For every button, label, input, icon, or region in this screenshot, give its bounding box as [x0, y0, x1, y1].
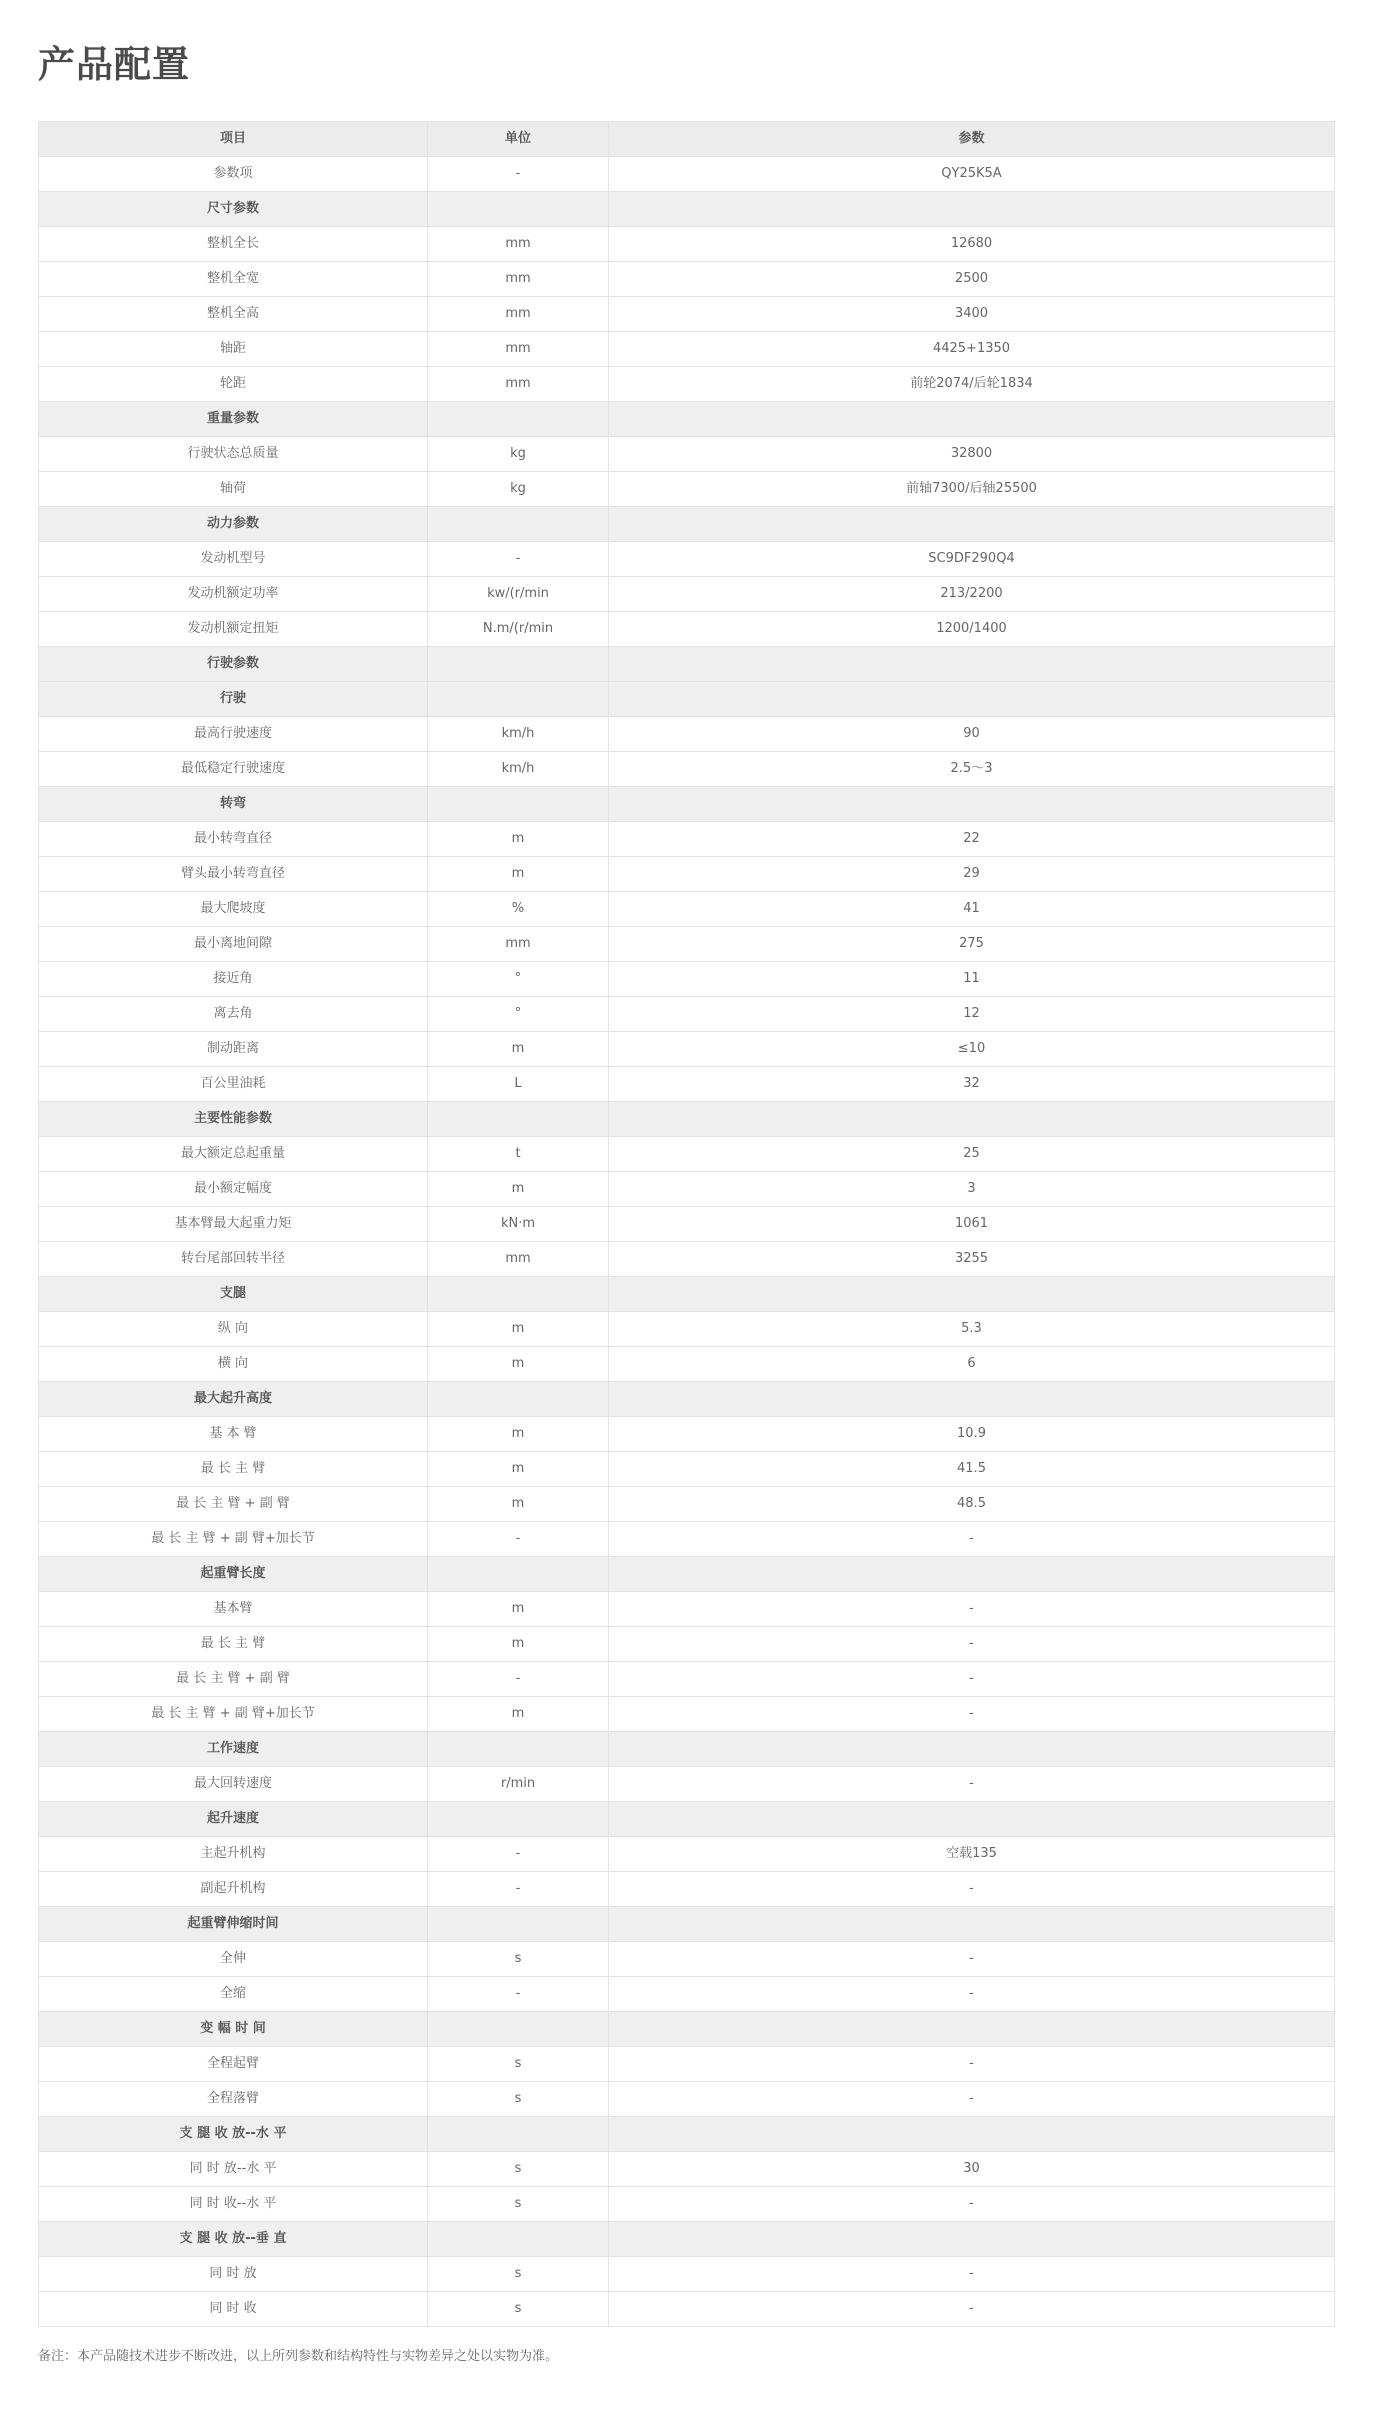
- cell-item: 纵 向: [39, 1312, 428, 1347]
- cell-item: 最 长 主 臂: [39, 1452, 428, 1487]
- cell-unit: m: [428, 1312, 609, 1347]
- cell-unit: m: [428, 1032, 609, 1067]
- cell-value: SC9DF290Q4: [609, 542, 1335, 577]
- table-row: [39, 1242, 1335, 1277]
- cell-item: 最 长 主 臂 + 副 臂: [39, 1662, 428, 1697]
- cell-unit: -: [428, 1977, 609, 2012]
- table-row: [39, 1487, 1335, 1522]
- cell-unit: mm: [428, 227, 609, 262]
- cell-value: -: [609, 2187, 1335, 2222]
- cell-value: 3: [609, 1172, 1335, 1207]
- cell-unit: [428, 402, 609, 437]
- cell-value: [609, 2012, 1335, 2047]
- cell-value: 2.5～3: [609, 752, 1335, 787]
- cell-value: 275: [609, 927, 1335, 962]
- cell-unit: mm: [428, 927, 609, 962]
- cell-item: 最高行驶速度: [39, 717, 428, 752]
- table-row: [39, 1977, 1335, 2012]
- cell-unit: -: [428, 542, 609, 577]
- cell-item: 基 本 臂: [39, 1417, 428, 1452]
- cell-value: -: [609, 1662, 1335, 1697]
- cell-unit: mm: [428, 262, 609, 297]
- cell-value: ≤10: [609, 1032, 1335, 1067]
- cell-value: [609, 192, 1335, 227]
- cell-value: [609, 647, 1335, 682]
- cell-value: 5.3: [609, 1312, 1335, 1347]
- cell-unit: m: [428, 1347, 609, 1382]
- cell-item: 同 时 放--水 平: [39, 2152, 428, 2187]
- cell-value: -: [609, 1627, 1335, 1662]
- cell-item: 整机全宽: [39, 262, 428, 297]
- table-row: [39, 1697, 1335, 1732]
- table-row: [39, 1172, 1335, 1207]
- cell-item: 基本臂最大起重力矩: [39, 1207, 428, 1242]
- table-row: [39, 1347, 1335, 1382]
- cell-item: 整机全长: [39, 227, 428, 262]
- cell-value: 11: [609, 962, 1335, 997]
- cell-value: [609, 1277, 1335, 1312]
- cell-value: 3400: [609, 297, 1335, 332]
- cell-value: 前轴7300/后轴25500: [609, 472, 1335, 507]
- cell-value: -: [609, 2082, 1335, 2117]
- cell-unit: -: [428, 1522, 609, 1557]
- cell-item: 转弯: [39, 787, 428, 822]
- cell-value: 30: [609, 2152, 1335, 2187]
- cell-value: -: [609, 1942, 1335, 1977]
- cell-unit: mm: [428, 297, 609, 332]
- table-row: [39, 892, 1335, 927]
- cell-item: 最 长 主 臂 + 副 臂+加长节: [39, 1697, 428, 1732]
- cell-item: 起升速度: [39, 1802, 428, 1837]
- cell-unit: °: [428, 962, 609, 997]
- cell-value: 32800: [609, 437, 1335, 472]
- cell-value: 29: [609, 857, 1335, 892]
- table-row: [39, 1452, 1335, 1487]
- table-header-row: [39, 122, 1335, 157]
- section-row: [39, 1907, 1335, 1942]
- cell-unit: [428, 682, 609, 717]
- cell-unit: m: [428, 1172, 609, 1207]
- table-row: [39, 2257, 1335, 2292]
- cell-item: 参数项: [39, 157, 428, 192]
- table-row: [39, 1417, 1335, 1452]
- cell-value: 41: [609, 892, 1335, 927]
- cell-unit: [428, 1802, 609, 1837]
- cell-unit: s: [428, 2047, 609, 2082]
- section-row: [39, 1102, 1335, 1137]
- cell-item: 主起升机构: [39, 1837, 428, 1872]
- cell-unit: [428, 1732, 609, 1767]
- cell-unit: -: [428, 1872, 609, 1907]
- section-row: [39, 1732, 1335, 1767]
- cell-value: 3255: [609, 1242, 1335, 1277]
- spec-table-body: [39, 157, 1335, 2327]
- cell-value: -: [609, 1592, 1335, 1627]
- cell-item: 变 幅 时 间: [39, 2012, 428, 2047]
- cell-unit: s: [428, 2152, 609, 2187]
- cell-unit: [428, 1277, 609, 1312]
- cell-unit: kg: [428, 472, 609, 507]
- section-row: [39, 1277, 1335, 1312]
- cell-value: 32: [609, 1067, 1335, 1102]
- table-row: [39, 437, 1335, 472]
- cell-item: 重量参数: [39, 402, 428, 437]
- cell-item: 行驶: [39, 682, 428, 717]
- cell-item: 支 腿 收 放--水 平: [39, 2117, 428, 2152]
- cell-value: -: [609, 1767, 1335, 1802]
- table-row: [39, 2187, 1335, 2222]
- footnote: 备注：本产品随技术进步不断改进，以上所列参数和结构特性与实物差异之处以实物为准。: [38, 2349, 559, 2364]
- section-row: [39, 2117, 1335, 2152]
- cell-value: [609, 1102, 1335, 1137]
- section-row: [39, 2012, 1335, 2047]
- section-row: [39, 787, 1335, 822]
- cell-unit: m: [428, 1627, 609, 1662]
- section-row: [39, 1802, 1335, 1837]
- table-row: [39, 577, 1335, 612]
- cell-item: 接近角: [39, 962, 428, 997]
- cell-item: 最大回转速度: [39, 1767, 428, 1802]
- cell-item: 最低稳定行驶速度: [39, 752, 428, 787]
- cell-unit: -: [428, 157, 609, 192]
- header-unit: 单位: [428, 122, 609, 157]
- cell-item: 最小离地间隙: [39, 927, 428, 962]
- cell-unit: s: [428, 2082, 609, 2117]
- table-row: [39, 1207, 1335, 1242]
- cell-unit: [428, 2117, 609, 2152]
- cell-value: [609, 402, 1335, 437]
- cell-value: 10.9: [609, 1417, 1335, 1452]
- cell-value: [609, 1557, 1335, 1592]
- cell-unit: s: [428, 2292, 609, 2327]
- cell-item: 工作速度: [39, 1732, 428, 1767]
- cell-item: 同 时 放: [39, 2257, 428, 2292]
- cell-item: 行驶参数: [39, 647, 428, 682]
- cell-unit: mm: [428, 332, 609, 367]
- table-row: [39, 1872, 1335, 1907]
- cell-value: -: [609, 2257, 1335, 2292]
- cell-value: [609, 1802, 1335, 1837]
- section-row: [39, 192, 1335, 227]
- cell-item: 起重臂伸缩时间: [39, 1907, 428, 1942]
- cell-item: 横 向: [39, 1347, 428, 1382]
- cell-value: 空载135: [609, 1837, 1335, 1872]
- cell-value: [609, 507, 1335, 542]
- cell-unit: kN·m: [428, 1207, 609, 1242]
- cell-value: 90: [609, 717, 1335, 752]
- table-row: [39, 1067, 1335, 1102]
- cell-unit: s: [428, 2257, 609, 2292]
- cell-item: 离去角: [39, 997, 428, 1032]
- cell-unit: [428, 507, 609, 542]
- table-row: [39, 1662, 1335, 1697]
- cell-value: QY25K5A: [609, 157, 1335, 192]
- cell-item: 起重臂长度: [39, 1557, 428, 1592]
- cell-item: 支 腿 收 放--垂 直: [39, 2222, 428, 2257]
- cell-item: 发动机额定扭矩: [39, 612, 428, 647]
- cell-unit: m: [428, 822, 609, 857]
- cell-unit: -: [428, 1837, 609, 1872]
- cell-unit: [428, 787, 609, 822]
- table-row: [39, 1767, 1335, 1802]
- cell-unit: N.m/(r/min: [428, 612, 609, 647]
- table-row: [39, 1942, 1335, 1977]
- cell-value: [609, 2117, 1335, 2152]
- cell-item: 制动距离: [39, 1032, 428, 1067]
- cell-unit: [428, 1102, 609, 1137]
- cell-unit: %: [428, 892, 609, 927]
- cell-unit: [428, 2222, 609, 2257]
- cell-value: [609, 787, 1335, 822]
- cell-value: 4425+1350: [609, 332, 1335, 367]
- table-row: [39, 612, 1335, 647]
- section-row: [39, 1557, 1335, 1592]
- cell-unit: m: [428, 1417, 609, 1452]
- cell-unit: m: [428, 1487, 609, 1522]
- cell-item: 主要性能参数: [39, 1102, 428, 1137]
- cell-value: [609, 1907, 1335, 1942]
- table-row: [39, 962, 1335, 997]
- table-row: [39, 297, 1335, 332]
- cell-unit: t: [428, 1137, 609, 1172]
- cell-value: -: [609, 1522, 1335, 1557]
- cell-unit: m: [428, 1592, 609, 1627]
- cell-unit: [428, 647, 609, 682]
- cell-value: [609, 1382, 1335, 1417]
- cell-item: 轴荷: [39, 472, 428, 507]
- table-row: [39, 2152, 1335, 2187]
- table-row: [39, 367, 1335, 402]
- section-row: [39, 1382, 1335, 1417]
- cell-value: 12: [609, 997, 1335, 1032]
- table-row: [39, 262, 1335, 297]
- cell-value: 25: [609, 1137, 1335, 1172]
- table-row: [39, 1627, 1335, 1662]
- cell-value: -: [609, 1872, 1335, 1907]
- cell-item: 动力参数: [39, 507, 428, 542]
- cell-item: 基本臂: [39, 1592, 428, 1627]
- cell-item: 最大爬坡度: [39, 892, 428, 927]
- table-row: [39, 2082, 1335, 2117]
- cell-unit: mm: [428, 1242, 609, 1277]
- table-row: [39, 1522, 1335, 1557]
- cell-value: [609, 2222, 1335, 2257]
- table-row: [39, 227, 1335, 262]
- cell-item: 副起升机构: [39, 1872, 428, 1907]
- cell-unit: kg: [428, 437, 609, 472]
- cell-unit: m: [428, 1697, 609, 1732]
- cell-item: 臂头最小转弯直径: [39, 857, 428, 892]
- table-row: [39, 927, 1335, 962]
- cell-unit: m: [428, 857, 609, 892]
- cell-value: 48.5: [609, 1487, 1335, 1522]
- cell-item: 最大起升高度: [39, 1382, 428, 1417]
- cell-unit: L: [428, 1067, 609, 1102]
- cell-item: 发动机额定功率: [39, 577, 428, 612]
- header-item: 项目: [39, 122, 428, 157]
- cell-item: 最小转弯直径: [39, 822, 428, 857]
- cell-value: 1061: [609, 1207, 1335, 1242]
- table-row: [39, 822, 1335, 857]
- cell-item: 全伸: [39, 1942, 428, 1977]
- cell-unit: [428, 2012, 609, 2047]
- section-row: [39, 2222, 1335, 2257]
- table-row: [39, 472, 1335, 507]
- cell-item: 支腿: [39, 1277, 428, 1312]
- cell-unit: km/h: [428, 752, 609, 787]
- cell-value: -: [609, 1697, 1335, 1732]
- cell-item: 最 长 主 臂 + 副 臂+加长节: [39, 1522, 428, 1557]
- cell-unit: -: [428, 1662, 609, 1697]
- table-row: [39, 717, 1335, 752]
- table-row: [39, 1312, 1335, 1347]
- cell-item: 全程起臂: [39, 2047, 428, 2082]
- cell-unit: kw/(r/min: [428, 577, 609, 612]
- spec-table: [38, 121, 1335, 2327]
- cell-unit: m: [428, 1452, 609, 1487]
- cell-value: -: [609, 2292, 1335, 2327]
- table-row: [39, 752, 1335, 787]
- cell-unit: [428, 192, 609, 227]
- cell-unit: r/min: [428, 1767, 609, 1802]
- cell-item: 最 长 主 臂 + 副 臂: [39, 1487, 428, 1522]
- cell-item: 整机全高: [39, 297, 428, 332]
- cell-value: 前轮2074/后轮1834: [609, 367, 1335, 402]
- cell-item: 最小额定幅度: [39, 1172, 428, 1207]
- cell-value: -: [609, 2047, 1335, 2082]
- table-row: [39, 157, 1335, 192]
- section-row: [39, 402, 1335, 437]
- cell-unit: [428, 1907, 609, 1942]
- cell-item: 轮距: [39, 367, 428, 402]
- cell-value: [609, 1732, 1335, 1767]
- table-row: [39, 542, 1335, 577]
- section-row: [39, 647, 1335, 682]
- cell-item: 全缩: [39, 1977, 428, 2012]
- cell-value: 22: [609, 822, 1335, 857]
- cell-item: 百公里油耗: [39, 1067, 428, 1102]
- table-row: [39, 1592, 1335, 1627]
- section-row: [39, 507, 1335, 542]
- cell-item: 最大额定总起重量: [39, 1137, 428, 1172]
- cell-unit: mm: [428, 367, 609, 402]
- table-row: [39, 857, 1335, 892]
- table-row: [39, 2292, 1335, 2327]
- cell-value: 12680: [609, 227, 1335, 262]
- cell-value: [609, 682, 1335, 717]
- cell-value: 2500: [609, 262, 1335, 297]
- table-row: [39, 1837, 1335, 1872]
- cell-unit: km/h: [428, 717, 609, 752]
- cell-value: 41.5: [609, 1452, 1335, 1487]
- header-param: 参数: [609, 122, 1335, 157]
- cell-item: 同 时 收: [39, 2292, 428, 2327]
- table-row: [39, 1137, 1335, 1172]
- cell-value: 1200/1400: [609, 612, 1335, 647]
- cell-unit: s: [428, 2187, 609, 2222]
- cell-value: -: [609, 1977, 1335, 2012]
- cell-unit: [428, 1382, 609, 1417]
- cell-item: 行驶状态总质量: [39, 437, 428, 472]
- cell-value: 213/2200: [609, 577, 1335, 612]
- cell-item: 轴距: [39, 332, 428, 367]
- cell-item: 尺寸参数: [39, 192, 428, 227]
- page-title: 产品配置: [38, 43, 190, 86]
- cell-item: 全程落臂: [39, 2082, 428, 2117]
- section-row: [39, 682, 1335, 717]
- cell-item: 转台尾部回转半径: [39, 1242, 428, 1277]
- cell-item: 发动机型号: [39, 542, 428, 577]
- cell-item: 同 时 收--水 平: [39, 2187, 428, 2222]
- table-row: [39, 332, 1335, 367]
- table-row: [39, 997, 1335, 1032]
- cell-value: 6: [609, 1347, 1335, 1382]
- cell-item: 最 长 主 臂: [39, 1627, 428, 1662]
- table-row: [39, 1032, 1335, 1067]
- table-row: [39, 2047, 1335, 2082]
- cell-unit: [428, 1557, 609, 1592]
- cell-unit: s: [428, 1942, 609, 1977]
- cell-unit: °: [428, 997, 609, 1032]
